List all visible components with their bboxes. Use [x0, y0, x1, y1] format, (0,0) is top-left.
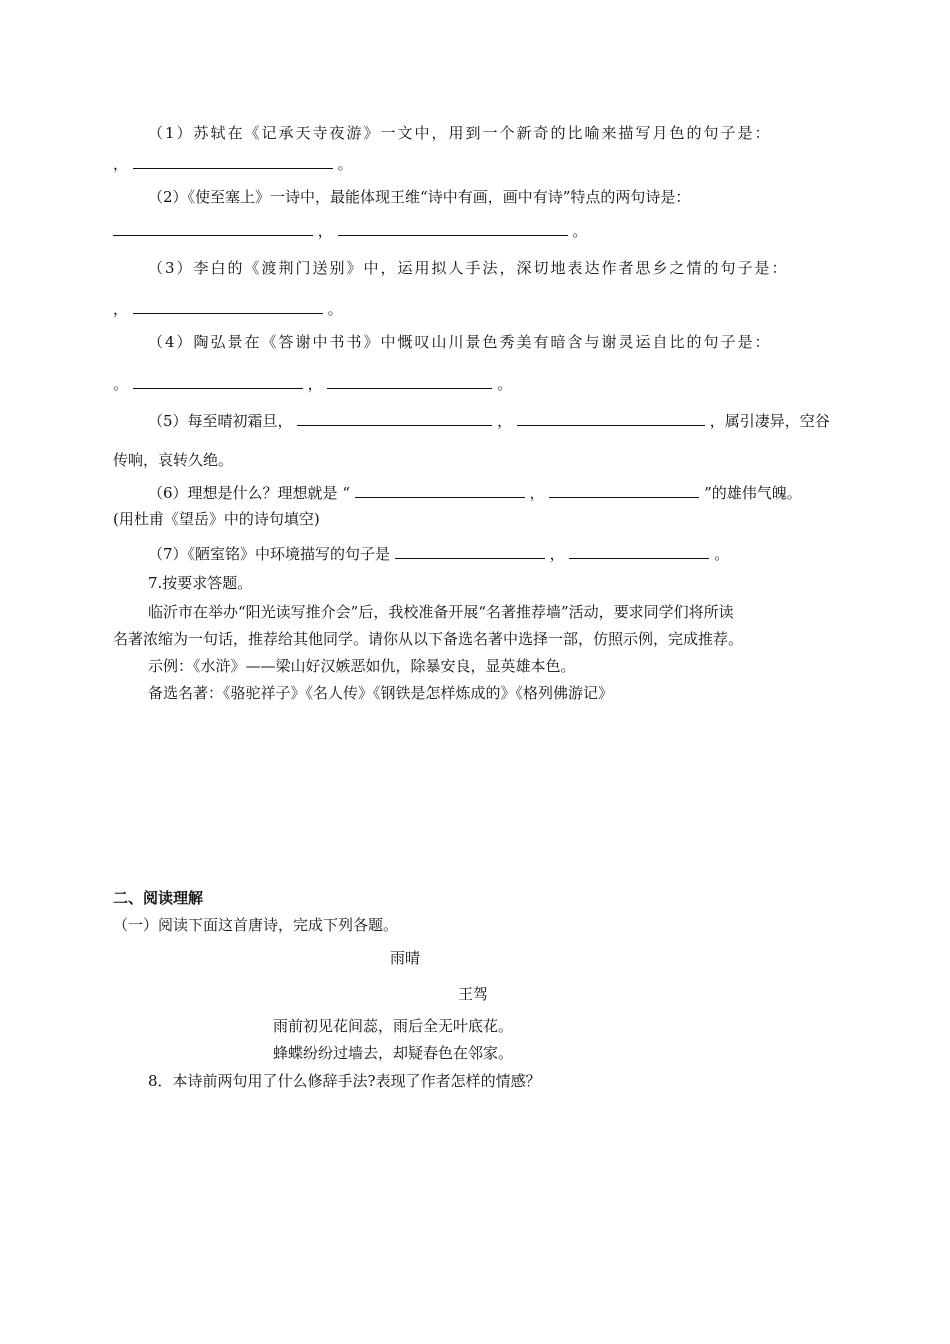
q6-line2: (用杜甫《望岳》中的诗句填空) — [113, 510, 320, 528]
q4-sep: ， — [307, 375, 323, 393]
q4-answer-line — [113, 373, 512, 394]
poem-title: 雨晴 — [390, 949, 421, 967]
q7-start: （7）《陋室铭》中环境描写的句子是 — [148, 545, 391, 563]
q6-blank-1[interactable] — [355, 482, 525, 498]
q2-end: 。 — [572, 222, 588, 240]
q2-answer-line — [113, 220, 587, 241]
q7-blank-1[interactable] — [395, 543, 545, 559]
poem-line-1: 雨前初见花间蕊，雨后全无叶底花。 — [273, 1017, 514, 1035]
section2-subheading: （一）阅读下面这首唐诗，完成下列各题。 — [113, 916, 399, 934]
q4-lead: 。 — [113, 375, 129, 393]
q4-blank-1[interactable] — [133, 373, 303, 389]
q5-line2: 传响，哀转久绝。 — [113, 451, 234, 469]
q1-answer-line — [113, 153, 353, 174]
q5-start: （5）每至晴初霜旦， — [148, 412, 293, 430]
q7-line — [148, 543, 729, 564]
q2-sep: ， — [317, 222, 333, 240]
q5-line — [148, 410, 830, 431]
q3-end: 。 — [327, 300, 343, 318]
q1-end: 。 — [337, 155, 353, 173]
q6-start: （6）理想是什么？理想就是 “ — [148, 484, 350, 502]
q4-end: 。 — [497, 375, 513, 393]
q3-prompt: （3）李白的《渡荆门送别》中，运用拟人手法，深切地表达作者思乡之情的句子是： — [148, 259, 789, 277]
q3-blank[interactable] — [133, 298, 323, 314]
q2-blank-2[interactable] — [338, 220, 568, 236]
q5-blank-2[interactable] — [517, 410, 705, 426]
task7-para1: 临沂市在举办“阳光读写推介会”后，我校准备开展“名著推荐墙”活动，要求同学们将所读 — [148, 603, 734, 621]
q7-end: 。 — [714, 545, 730, 563]
q6-blank-2[interactable] — [549, 482, 699, 498]
poem-line-2: 蜂蝶纷纷过墙去，却疑春色在邻家。 — [273, 1044, 514, 1062]
q5-after: ，属引凄异，空谷 — [709, 412, 830, 430]
task7-title: 7.按要求答题。 — [148, 574, 253, 592]
q7-sep: ， — [549, 545, 565, 563]
task7-options: 备选名著：《骆驼祥子》《名人传》《钢铁是怎样炼成的》《格列佛游记》 — [148, 684, 614, 702]
q1-lead: ， — [113, 155, 129, 173]
task7-example: 示例：《水浒》——梁山好汉嫉恶如仇，除暴安良，显英雄本色。 — [148, 657, 576, 675]
q7-blank-2[interactable] — [569, 543, 709, 559]
q5-blank-1[interactable] — [297, 410, 492, 426]
q1-blank[interactable] — [133, 153, 333, 169]
q4-blank-2[interactable] — [327, 373, 492, 389]
q6-sep: ， — [529, 484, 545, 502]
task7-para2: 名著浓缩为一句话，推荐给其他同学。请你从以下备选名著中选择一部，仿照示例，完成推荐。 — [113, 630, 744, 648]
q6-after: ”的雄伟气魄。 — [704, 484, 802, 502]
question-8: 8．本诗前两句用了什么修辞手法?表现了作者怎样的情感？ — [148, 1072, 541, 1090]
q4-prompt: （4）陶弘景在《答谢中书书》中慨叹山川景色秀美有暗含与谢灵运自比的句子是： — [148, 333, 772, 351]
q5-sep: ， — [497, 412, 513, 430]
q6-line — [148, 482, 802, 503]
q3-answer-line — [113, 298, 343, 319]
q2-prompt: （2）《使至塞上》一诗中，最能体现王维“诗中有画，画中有诗”特点的两句诗是： — [148, 188, 691, 206]
section2-heading: 二、阅读理解 — [113, 889, 204, 907]
poem-author: 王驾 — [458, 985, 489, 1003]
q1-prompt: （1）苏轼在《记承天寺夜游》一文中，用到一个新奇的比喻来描写月色的句子是： — [148, 124, 772, 142]
q2-blank-1[interactable] — [113, 220, 313, 236]
q3-lead: ， — [113, 300, 129, 318]
